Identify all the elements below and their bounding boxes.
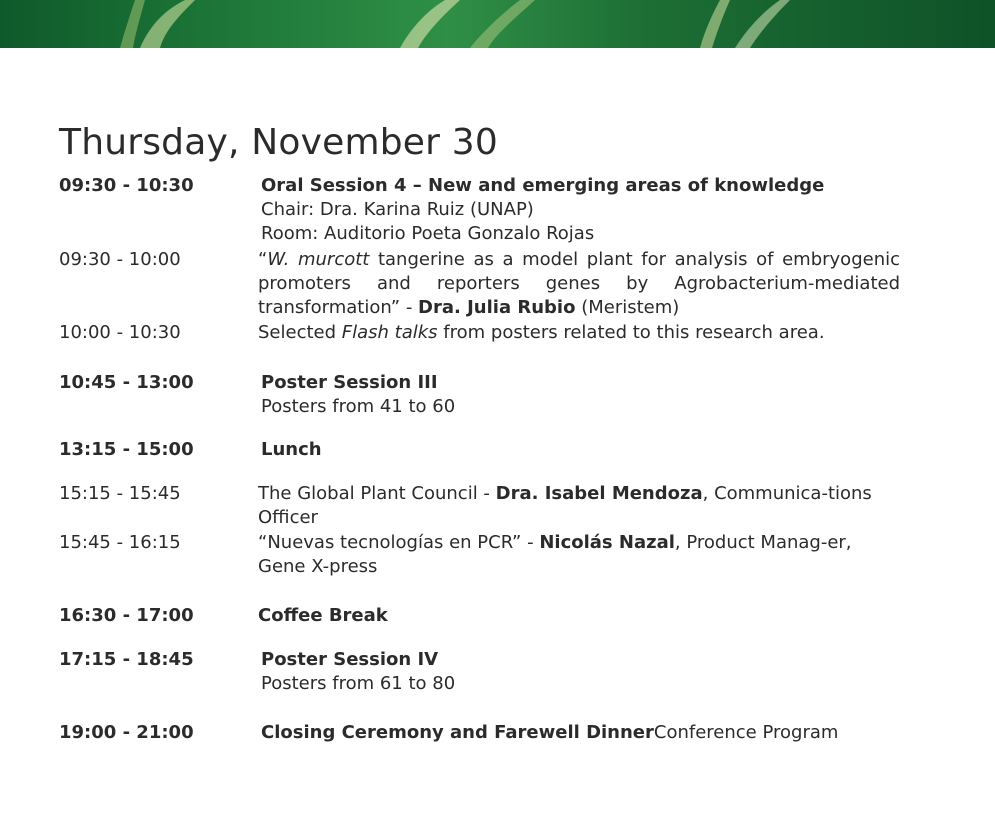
talk-italic-text: Flash talks xyxy=(341,322,438,343)
talk-time: 15:45 - 16:15 xyxy=(59,532,181,553)
talk-text-pre: The Global Plant Council - xyxy=(258,483,496,504)
talk-text-post: from posters related to this research area. xyxy=(437,322,825,343)
quote-mark: “ xyxy=(258,249,268,270)
session-time: 09:30 - 10:30 xyxy=(59,175,194,196)
talk-time: 15:15 - 15:45 xyxy=(59,483,181,504)
footer-label: Conference Program xyxy=(653,722,839,743)
session-details xyxy=(261,721,903,745)
talk-title-text: tangerine as a model plant for analysis of embryogenic promoters and reporters genes by Agrobacterium-mediated transformation” - xyxy=(258,249,901,318)
session-details xyxy=(261,371,903,419)
session-time: 16:30 - 17:00 xyxy=(59,605,194,626)
session-time: 13:15 - 15:00 xyxy=(59,439,194,460)
header-banner-image xyxy=(0,0,995,48)
talk-time: 10:00 - 10:30 xyxy=(59,322,181,343)
talk-description xyxy=(258,482,900,530)
talk-text-post: , Product Manag-er, Gene X-press xyxy=(258,532,852,577)
talk-text-pre: Selected xyxy=(258,322,342,343)
page-title: Thursday, November 30 xyxy=(59,122,499,163)
session-title: Closing Ceremony and Farewell Dinner xyxy=(261,722,654,743)
session-room: Room: Auditorio Poeta Gonzalo Rojas xyxy=(261,223,595,244)
talk-speaker: Dra. Julia Rubio xyxy=(418,297,576,318)
talk-italic-text: W. murcott xyxy=(267,249,370,270)
session-time: 17:15 - 18:45 xyxy=(59,649,194,670)
session-chair: Chair: Dra. Karina Ruiz (UNAP) xyxy=(261,199,534,220)
talk-description xyxy=(258,321,900,345)
session-details xyxy=(261,648,903,696)
talk-text-post: , Communica-tions Officer xyxy=(258,483,872,528)
session-subtitle: Posters from 61 to 80 xyxy=(261,673,456,694)
session-title: Poster Session IV xyxy=(261,649,439,670)
talk-description xyxy=(258,531,900,579)
talk-speaker: Nicolás Nazal xyxy=(539,532,675,553)
talk-affiliation: (Meristem) xyxy=(575,297,680,318)
session-time: 19:00 - 21:00 xyxy=(59,722,194,743)
talk-text-pre: “Nuevas tecnologías en PCR” - xyxy=(258,532,540,553)
session-time: 10:45 - 13:00 xyxy=(59,372,194,393)
session-subtitle: Posters from 41 to 60 xyxy=(261,396,456,417)
session-details xyxy=(261,174,903,246)
session-title: Oral Session 4 – New and emerging areas of knowledge xyxy=(261,175,825,196)
session-title: Lunch xyxy=(261,439,322,460)
talk-time: 09:30 - 10:00 xyxy=(59,249,181,270)
talk-description xyxy=(258,248,900,320)
session-title: Poster Session III xyxy=(261,372,438,393)
session-title: Coffee Break xyxy=(258,605,388,626)
talk-speaker: Dra. Isabel Mendoza xyxy=(495,483,703,504)
